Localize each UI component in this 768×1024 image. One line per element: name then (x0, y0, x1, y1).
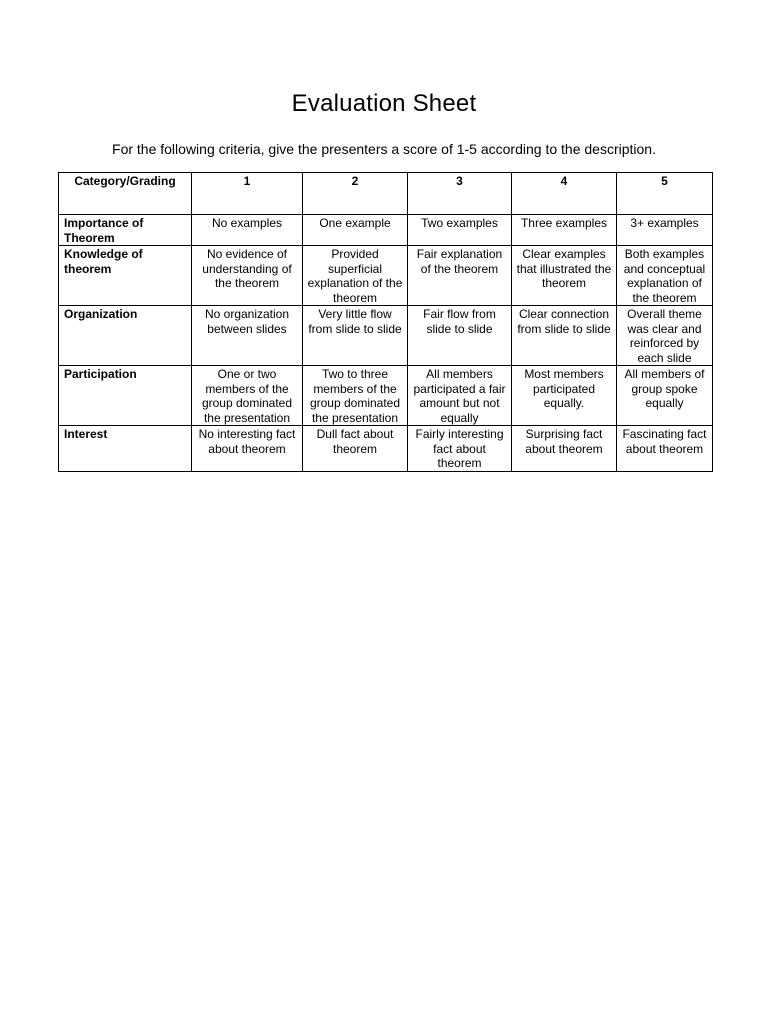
page-title: Evaluation Sheet (291, 90, 477, 117)
rubric-cell: Clear connection from slide to slide (512, 306, 617, 366)
header-score-4: 4 (512, 173, 617, 215)
header-score-1: 1 (192, 173, 303, 215)
rubric-cell: 3+ examples (617, 215, 713, 246)
rubric-cell: No examples (192, 215, 303, 246)
rubric-cell: Three examples (512, 215, 617, 246)
rubric-header-row (59, 173, 713, 215)
rubric-cell: Surprising fact about theorem (512, 426, 617, 472)
rubric-cell: One or two members of the group dominated the presentation (192, 366, 303, 426)
row-category-label: Interest (59, 426, 192, 472)
rubric-cell: One example (303, 215, 408, 246)
rubric-cell: Very little flow from slide to slide (303, 306, 408, 366)
rubric-cell: Clear examples that illustrated the theorem (512, 246, 617, 306)
rubric-cell: Fascinating fact about theorem (617, 426, 713, 472)
rubric-cell: Two to three members of the group dominated the presentation (303, 366, 408, 426)
row-category-label: Knowledge of theorem (59, 246, 192, 306)
rubric-cell: No evidence of understanding of the theorem (192, 246, 303, 306)
rubric-cell: All members participated a fair amount but not equally (408, 366, 512, 426)
rubric-row-participation (59, 366, 713, 426)
header-category-grading: Category/Grading (59, 173, 192, 215)
rubric-cell: Fair flow from slide to slide (408, 306, 512, 366)
rubric-table (58, 172, 713, 472)
rubric-row-importance (59, 215, 713, 246)
rubric-cell: No interesting fact about theorem (192, 426, 303, 472)
header-score-3: 3 (408, 173, 512, 215)
rubric-row-organization (59, 306, 713, 366)
rubric-cell: All members of group spoke equally (617, 366, 713, 426)
rubric-cell: No organization between slides (192, 306, 303, 366)
rubric-cell: Overall theme was clear and reinforced by each slide (617, 306, 713, 366)
rubric-cell: Both examples and conceptual explanation of the theorem (617, 246, 713, 306)
header-score-5: 5 (617, 173, 713, 215)
rubric-row-interest (59, 426, 713, 472)
row-category-label: Participation (59, 366, 192, 426)
instructions-text: For the following criteria, give the presenters a score of 1-5 according to the description. (112, 141, 656, 157)
header-score-2: 2 (303, 173, 408, 215)
row-category-label: Organization (59, 306, 192, 366)
rubric-cell: Fairly interesting fact about theorem (408, 426, 512, 472)
row-category-label: Importance of Theorem (59, 215, 192, 246)
rubric-cell: Two examples (408, 215, 512, 246)
rubric-cell: Provided superficial explanation of the theorem (303, 246, 408, 306)
rubric-cell: Most members participated equally. (512, 366, 617, 426)
rubric-cell: Fair explanation of the theorem (408, 246, 512, 306)
rubric-cell: Dull fact about theorem (303, 426, 408, 472)
rubric-row-knowledge (59, 246, 713, 306)
